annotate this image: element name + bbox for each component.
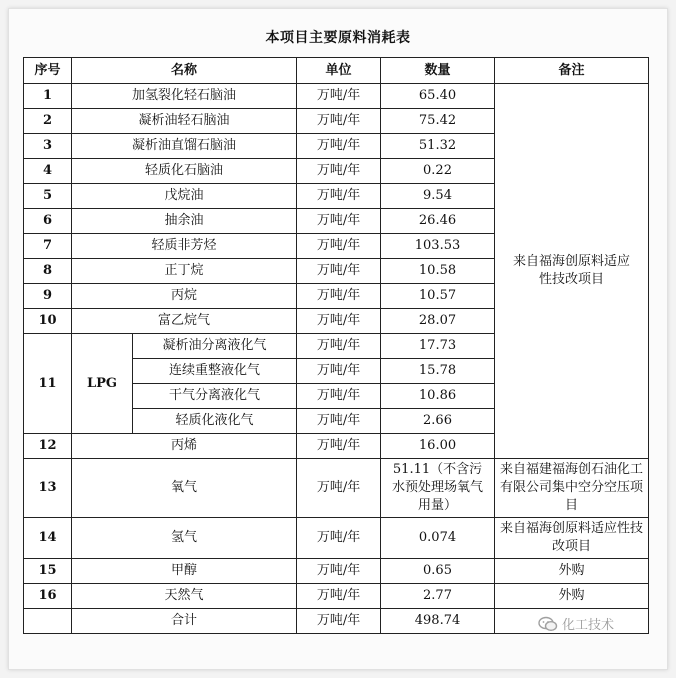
total-qty: 498.74 [381, 609, 495, 634]
row-unit: 万吨/年 [297, 459, 381, 518]
row-qty: 0.65 [381, 559, 495, 584]
row-unit: 万吨/年 [297, 184, 381, 209]
row-name: 轻质非芳烃 [72, 234, 297, 259]
row-qty: 0.074 [381, 518, 495, 559]
row-qty: 28.07 [381, 309, 495, 334]
table-row [24, 459, 649, 518]
row-qty: 17.73 [381, 334, 495, 359]
watermark [538, 614, 614, 633]
remark-text: 来自福海创原料适应性技改项目 [513, 254, 631, 287]
row-remark [495, 518, 649, 559]
row-no: 1 [24, 84, 72, 109]
row-unit: 万吨/年 [297, 518, 381, 559]
row-remark [495, 84, 649, 459]
row-no: 10 [24, 309, 72, 334]
row-no: 15 [24, 559, 72, 584]
row-no: 8 [24, 259, 72, 284]
row-name: 富乙烷气 [72, 309, 297, 334]
row-unit: 万吨/年 [297, 109, 381, 134]
row-unit: 万吨/年 [297, 384, 381, 409]
row-remark: 外购 [495, 559, 649, 584]
row-name: 甲醇 [72, 559, 297, 584]
row-no: 7 [24, 234, 72, 259]
row-unit: 万吨/年 [297, 584, 381, 609]
row-name: 凝析油直馏石脑油 [72, 134, 297, 159]
row-qty: 9.54 [381, 184, 495, 209]
row-name: 丙烷 [72, 284, 297, 309]
row-no: 2 [24, 109, 72, 134]
row-no: 12 [24, 434, 72, 459]
row-qty [381, 459, 495, 518]
header-qty: 数量 [381, 58, 495, 84]
row-name: 氧气 [72, 459, 297, 518]
lpg-item-name: 干气分离液化气 [133, 384, 297, 409]
row-no: 14 [24, 518, 72, 559]
row-unit: 万吨/年 [297, 359, 381, 384]
row-name: 戊烷油 [72, 184, 297, 209]
wechat-icon [538, 616, 558, 632]
row-no: 16 [24, 584, 72, 609]
row-qty: 75.42 [381, 109, 495, 134]
row-unit: 万吨/年 [297, 134, 381, 159]
lpg-item-name: 凝析油分离液化气 [133, 334, 297, 359]
row-name: 凝析油轻石脑油 [72, 109, 297, 134]
row-qty: 0.22 [381, 159, 495, 184]
total-no [24, 609, 72, 634]
table-row [24, 559, 649, 584]
lpg-item-name: 轻质化液化气 [133, 409, 297, 434]
row-unit: 万吨/年 [297, 159, 381, 184]
header-remark: 备注 [495, 58, 649, 84]
row-name: 抽余油 [72, 209, 297, 234]
lpg-item-name: 连续重整液化气 [133, 359, 297, 384]
header-name: 名称 [72, 58, 297, 84]
row-no: 5 [24, 184, 72, 209]
material-consumption-table [23, 57, 649, 634]
remark-text: 来自福建福海创石油化工有限公司集中空分空压项目 [500, 462, 644, 513]
table-header-row [24, 58, 649, 84]
row-unit: 万吨/年 [297, 434, 381, 459]
header-no: 序号 [24, 58, 72, 84]
row-unit: 万吨/年 [297, 559, 381, 584]
watermark-text: 化工技术 [562, 618, 615, 633]
row-qty: 51.32 [381, 134, 495, 159]
row-remark: 外购 [495, 584, 649, 609]
row-qty: 2.66 [381, 409, 495, 434]
row-no: 4 [24, 159, 72, 184]
row-unit: 万吨/年 [297, 259, 381, 284]
row-unit: 万吨/年 [297, 209, 381, 234]
row-name: 丙烯 [72, 434, 297, 459]
remark-text: 来自福海创原料适应性技改项目 [500, 521, 644, 554]
row-no: 11 [24, 334, 72, 434]
row-qty: 10.86 [381, 384, 495, 409]
row-no: 13 [24, 459, 72, 518]
row-qty: 103.53 [381, 234, 495, 259]
row-unit: 万吨/年 [297, 309, 381, 334]
lpg-label: LPG [72, 334, 133, 434]
row-name: 正丁烷 [72, 259, 297, 284]
row-qty: 65.40 [381, 84, 495, 109]
table-title: 本项目主要原料消耗表 [265, 30, 411, 46]
row-qty: 10.58 [381, 259, 495, 284]
qty-text: 51.11（不含污水预处理场氧气用量） [392, 462, 484, 513]
row-name: 轻质化石脑油 [72, 159, 297, 184]
row-unit: 万吨/年 [297, 284, 381, 309]
row-unit: 万吨/年 [297, 334, 381, 359]
row-unit: 万吨/年 [297, 84, 381, 109]
row-name: 天然气 [72, 584, 297, 609]
row-remark [495, 459, 649, 518]
row-no: 3 [24, 134, 72, 159]
row-qty: 15.78 [381, 359, 495, 384]
total-unit: 万吨/年 [297, 609, 381, 634]
table-row [24, 518, 649, 559]
total-label: 合计 [72, 609, 297, 634]
row-qty: 26.46 [381, 209, 495, 234]
row-no: 9 [24, 284, 72, 309]
row-name: 加氢裂化轻石脑油 [72, 84, 297, 109]
row-qty: 16.00 [381, 434, 495, 459]
row-unit: 万吨/年 [297, 234, 381, 259]
row-no: 6 [24, 209, 72, 234]
table-row [24, 84, 649, 109]
row-unit: 万吨/年 [297, 409, 381, 434]
table-row [24, 584, 649, 609]
row-qty: 10.57 [381, 284, 495, 309]
header-unit: 单位 [297, 58, 381, 84]
row-name: 氢气 [72, 518, 297, 559]
row-qty: 2.77 [381, 584, 495, 609]
